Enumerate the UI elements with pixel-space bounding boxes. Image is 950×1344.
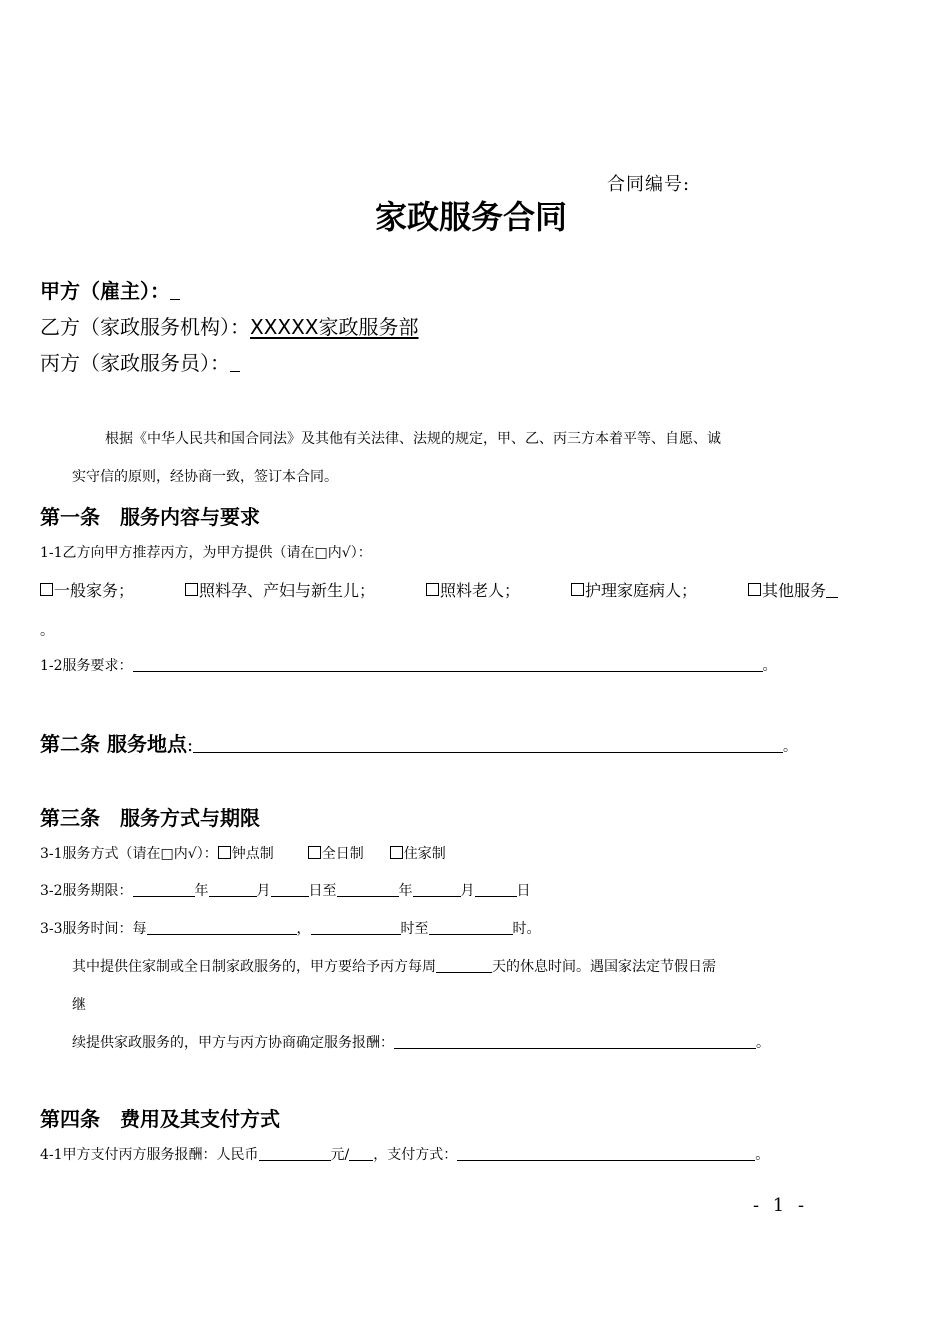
payment-unit-field[interactable]	[349, 1146, 373, 1161]
service-time-period[interactable]	[147, 920, 297, 935]
term-start-month[interactable]	[209, 882, 257, 897]
article-2-heading: 第二条 服务地点	[40, 732, 187, 756]
service-location-field[interactable]	[193, 736, 783, 753]
checkbox-icon	[218, 846, 231, 859]
service-term-line: 3-2服务期限： 年 月 日至 年 月 日	[40, 883, 531, 899]
payment-amount-field[interactable]	[259, 1146, 331, 1161]
article-1-heading: 第一条 服务内容与要求	[40, 505, 260, 529]
mode-fulltime[interactable]: 全日制	[308, 846, 364, 862]
service-time-start[interactable]	[311, 920, 401, 935]
article-4-item-1: 4-1甲方支付丙方服务报酬：人民币 元/ ，支付方式： 。	[40, 1147, 770, 1163]
option-elderly-care[interactable]: 照料老人；	[426, 578, 520, 601]
service-mode-line	[40, 843, 446, 863]
party-a-label: 甲方（雇主）：	[40, 279, 170, 303]
checkbox-icon	[185, 583, 198, 596]
checkbox-icon	[40, 583, 53, 596]
party-b-value: XXXXX家政服务部	[250, 315, 419, 339]
checkbox-icon	[426, 583, 439, 596]
party-a-blank[interactable]	[170, 279, 180, 300]
article-2-line: 第二条 服务地点: 。	[40, 732, 798, 756]
other-service-blank[interactable]	[826, 581, 838, 598]
service-options	[40, 578, 838, 601]
payment-label: 4-1甲方支付丙方服务报酬：人民币	[40, 1147, 259, 1163]
party-c-label: 丙方（家政服务员）：	[40, 351, 230, 375]
option-maternity-newborn[interactable]: 照料孕、产妇与新生儿；	[185, 578, 375, 601]
rest-days-field[interactable]	[436, 958, 492, 973]
party-b-label: 乙方（家政服务机构）：	[40, 315, 250, 339]
party-b-line	[40, 311, 419, 340]
document-title: 家政服务合同	[375, 198, 568, 236]
service-term-label: 3-2服务期限：	[40, 883, 133, 899]
contract-number-label: 合同编号:	[607, 174, 691, 195]
article-1-item-1: 1-1乙方向甲方推荐丙方，为甲方提供（请在□内√）：	[40, 545, 372, 561]
preamble-line-2: 实守信的原则，经协商一致，签订本合同。	[72, 469, 338, 485]
preamble-line-1: 根据《中华人民共和国合同法》及其他有关法律、法规的规定，甲、乙、丙三方本着平等、自愿、诚	[105, 431, 721, 447]
term-end-day[interactable]	[475, 882, 517, 897]
service-requirements-label: 1-2服务要求：	[40, 658, 133, 674]
party-c-blank[interactable]	[230, 351, 240, 372]
options-period: 。	[40, 623, 54, 639]
mode-live-in[interactable]: 住家制	[390, 846, 446, 862]
option-general-housework[interactable]: 一般家务；	[40, 578, 134, 601]
option-patient-care[interactable]: 护理家庭病人；	[571, 578, 697, 601]
checkbox-icon	[571, 583, 584, 596]
service-time-end[interactable]	[429, 920, 513, 935]
service-time-line: 3-3服务时间：每 ， 时至 时。	[40, 921, 541, 937]
term-end-month[interactable]	[413, 882, 461, 897]
checkbox-icon	[308, 846, 321, 859]
mode-hourly[interactable]: 钟点制	[218, 846, 274, 862]
payment-method-field[interactable]	[457, 1146, 755, 1161]
party-c-line	[40, 347, 240, 376]
article-3-heading: 第三条 服务方式与期限	[40, 806, 260, 830]
option-other-service[interactable]: 其他服务	[748, 578, 838, 601]
service-time-label: 3-3服务时间：每	[40, 921, 147, 937]
article-4-heading: 第四条 费用及其支付方式	[40, 1107, 280, 1131]
page-number: - 1 -	[753, 1195, 809, 1216]
term-start-year[interactable]	[133, 882, 195, 897]
service-mode-label: 3-1服务方式（请在□内√）：	[40, 846, 218, 862]
article-1-item-2: 1-2服务要求： 。	[40, 658, 777, 674]
party-a-line	[40, 275, 180, 304]
holiday-pay-line: 续提供家政服务的，甲方与丙方协商确定服务报酬： 。	[72, 1035, 770, 1051]
service-requirements-field[interactable]	[133, 657, 763, 672]
checkbox-icon	[748, 583, 761, 596]
rest-days-line-2: 继	[72, 997, 86, 1013]
term-end-year[interactable]	[337, 882, 399, 897]
checkbox-icon	[390, 846, 403, 859]
holiday-pay-field[interactable]	[394, 1034, 756, 1049]
rest-days-line: 其中提供住家制或全日制家政服务的，甲方要给予丙方每周 天的休息时间。遇国家法定节假日需	[72, 959, 716, 975]
term-start-day[interactable]	[271, 882, 309, 897]
